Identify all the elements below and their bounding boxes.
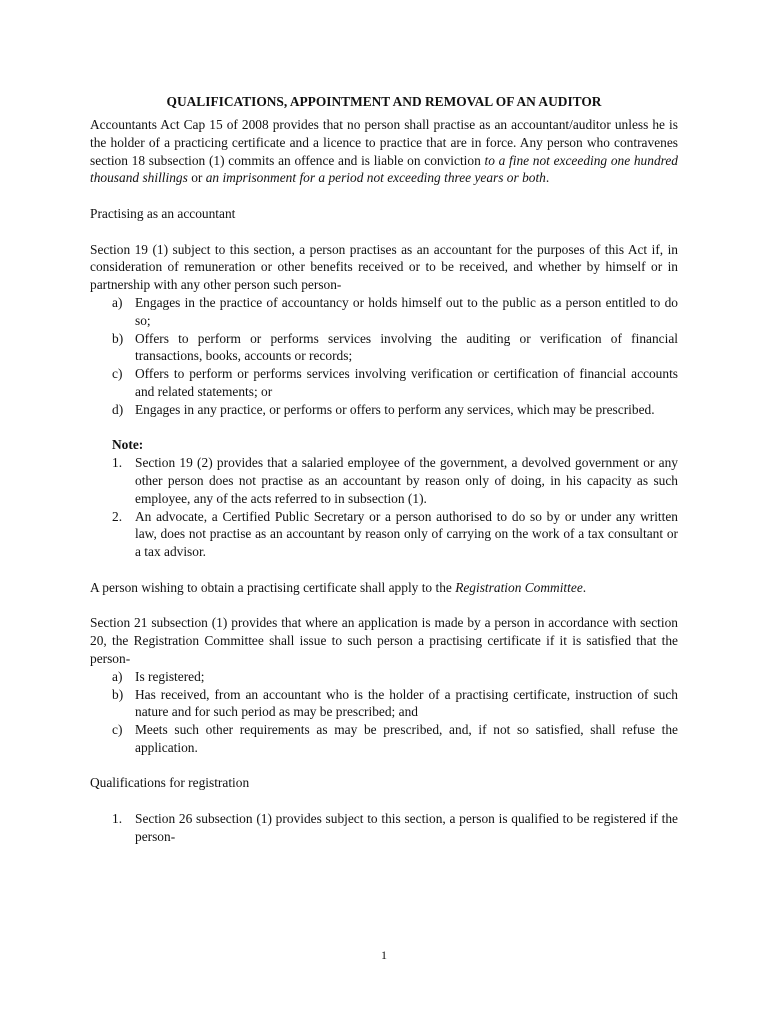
list-item-text: An advocate, a Certified Public Secretary or a person authorised to do so by or under any written law, does not practise as an accountant by reason only of carrying on the work of a tax consultant or a tax advisor. <box>135 508 678 560</box>
intro-end: . <box>545 170 550 186</box>
list-marker: 2. <box>112 508 123 524</box>
section19-list <box>90 294 678 419</box>
list-item <box>90 508 678 561</box>
list-item <box>90 810 678 846</box>
list-item <box>90 401 678 419</box>
list-item-text: Engages in the practice of accountancy or holds himself out to the public as a person entitled to do so; <box>135 294 678 328</box>
list-item <box>90 686 678 722</box>
page-number: 1 <box>381 948 387 962</box>
list-item-text: Section 19 (2) provides that a salaried employee of the government, a devolved government or any other person does not practise as an accountant by reason only of doing, in his capacity as such employee, any of the acts referred to in subsection (1). <box>135 455 678 506</box>
list-marker: c) <box>112 722 123 738</box>
list-item <box>90 668 678 686</box>
page-content <box>90 93 678 846</box>
intro-paragraph <box>90 116 678 187</box>
note-list <box>90 454 678 561</box>
list-item <box>90 454 678 507</box>
intro-imprisonment: an imprisonment for a period not exceeding three years or both <box>205 170 546 186</box>
page-title: QUALIFICATIONS, APPOINTMENT AND REMOVAL OF AN AUDITOR <box>166 94 602 109</box>
list-item-text: Has received, from an accountant who is the holder of a practising certificate, instruction of such nature and for such period as may be prescribed; and <box>135 686 678 720</box>
list-marker: b) <box>112 686 124 702</box>
section26-list <box>90 810 678 846</box>
list-marker: d) <box>112 401 124 417</box>
section21-paragraph: Section 21 subsection (1) provides that where an application is made by a person in accordance with section 20, the Registration Committee shall issue to such person a practising certificate if it is satisfied that the person- <box>90 615 678 666</box>
list-marker: b) <box>112 330 124 346</box>
apply-committee: Registration Committee <box>455 579 583 595</box>
list-item-text: Offers to perform or performs services involving verification or certification of financial accounts and related statements; or <box>135 366 678 399</box>
list-marker: 1. <box>112 455 123 471</box>
list-item-text: Offers to perform or performs services involving the auditing or verification of financial transactions, books, accounts or records; <box>135 330 678 364</box>
note-heading: Note: <box>112 437 144 453</box>
list-item-text: Meets such other requirements as may be prescribed, and, if not so satisfied, shall refuse the application. <box>135 722 678 755</box>
intro-or: or <box>187 170 206 186</box>
list-item <box>90 294 678 330</box>
list-marker: a) <box>112 668 123 684</box>
intro-text: Accountants Act Cap 15 of 2008 provides that no person shall practise as an accountant/auditor unless he is the holder of a practicing certificate and a licence to practice that are in force. Any person who contravenes section 18 subsection (1) commits an offence and is liable on conviction <box>90 117 678 168</box>
list-marker: c) <box>112 366 123 382</box>
list-marker: 1. <box>112 811 123 827</box>
list-item-text: Engages in any practice, or performs or offers to perform any services, which may be prescribed. <box>135 401 655 417</box>
intro-fine: to a fine not exceeding one hundred thousand shillings <box>90 152 678 186</box>
list-item <box>90 365 678 401</box>
list-item <box>90 721 678 757</box>
list-item-text: Section 26 subsection (1) provides subject to this section, a person is qualified to be registered if the person- <box>135 811 678 844</box>
list-item <box>90 330 678 366</box>
list-item-text: Is registered; <box>135 668 205 684</box>
apply-paragraph <box>90 579 678 597</box>
apply-end: . <box>582 579 587 595</box>
section19-paragraph: Section 19 (1) subject to this section, a person practises as an accountant for the purposes of this Act if, in consideration of remuneration or other benefits received or to be received, and whether by himself or in partnership with any other person such person- <box>90 241 678 293</box>
apply-text: A person wishing to obtain a practising certificate shall apply to the <box>90 579 456 595</box>
heading-practising: Practising as an accountant <box>90 205 236 221</box>
list-marker: a) <box>112 294 123 310</box>
section21-list <box>90 668 678 757</box>
heading-qualifications: Qualifications for registration <box>90 775 250 791</box>
